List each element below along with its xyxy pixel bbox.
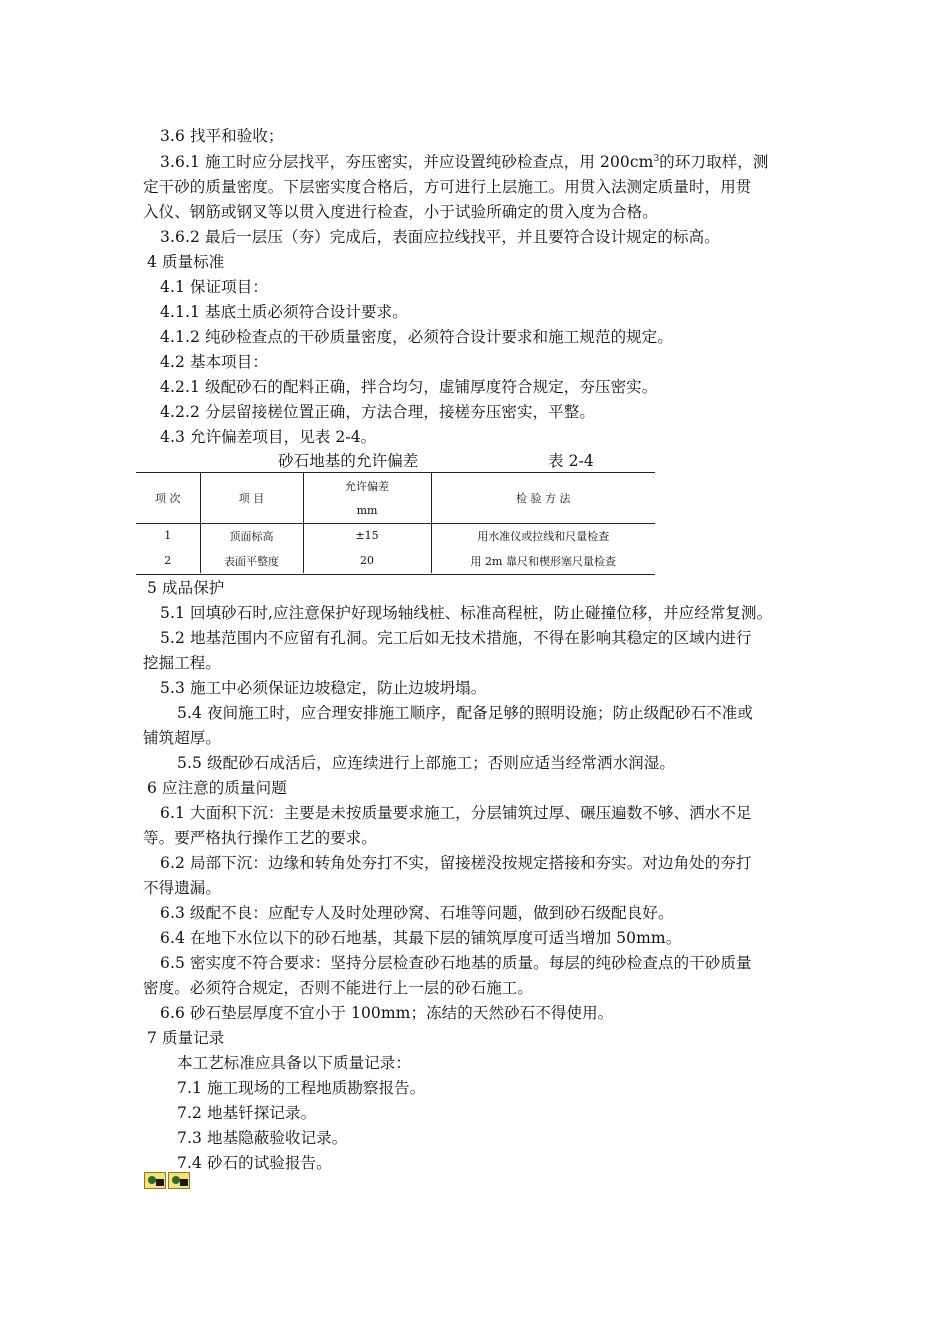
- header-item: 项 目: [200, 473, 303, 523]
- hat-icon[interactable]: [144, 1172, 166, 1189]
- table-caption: 砂石地基的允许偏差: [278, 452, 419, 470]
- paragraph-line: 等。要严格执行操作工艺的要求。: [143, 829, 378, 847]
- paragraph-line: 密度。必须符合规定，否则不能进行上一层的砂石施工。: [143, 979, 534, 997]
- paragraph-4-2-1: 4.2.1 级配砂石的配料正确，拌合均匀，虚铺厚度符合规定，夯压密实。: [160, 378, 658, 396]
- heading-4-2: 4.2 基本项目：: [160, 353, 268, 371]
- cell-index: 1: [164, 529, 172, 542]
- paragraph-5-3: 5.3 施工中必须保证边坡稳定，防止边坡坍塌。: [160, 679, 487, 697]
- paragraph-line: 不得遗漏。: [143, 879, 222, 897]
- paragraph-7-3: 7.3 地基隐蔽验收记录。: [177, 1129, 348, 1147]
- paragraph-4-1-2: 4.1.2 纯砂检查点的干砂质量密度，必须符合设计要求和施工规范的规定。: [160, 328, 673, 346]
- paragraph-4-2-2: 4.2.2 分层留接槎位置正确，方法合理，接槎夯压密实，平整。: [160, 403, 595, 421]
- table-number: 表 2-4: [548, 452, 594, 470]
- header-tolerance: 允许偏差: [303, 473, 431, 498]
- paragraph-7-2: 7.2 地基钎探记录。: [177, 1104, 317, 1122]
- paragraph-6-1: 6.1 大面积下沉：主要是未按质量要求施工，分层铺筑过厚、碾压遍数不够、洒水不足: [160, 804, 752, 822]
- hat-icon[interactable]: [168, 1172, 190, 1189]
- paragraph-4-3: 4.3 允许偏差项目，见表 2-4。: [160, 428, 377, 446]
- table-row: [136, 523, 655, 548]
- paragraph-6-5: 6.5 密实度不符合要求：坚持分层检查砂石地基的质量。每层的纯砂检查点的干砂质量: [160, 954, 752, 972]
- table-header-row: [136, 473, 655, 498]
- header-method: 检 验 方 法: [431, 473, 655, 523]
- paragraph-7-1: 7.1 施工现场的工程地质勘察报告。: [177, 1079, 426, 1097]
- paragraph-3-6-1: 3.6.1 施工时应分层找平，夯压密实，并应设置纯砂检查点，用 $200cm^3$的环刀取样，测: [160, 153, 769, 171]
- header-unit: mm: [303, 498, 431, 523]
- paragraph-7-4: 7.4 砂石的试验报告。: [177, 1154, 332, 1172]
- cell-item: 表面平整度: [200, 548, 303, 573]
- paragraph-line: 定干砂的质量密度。下层密实度合格后，方可进行上层施工。用贯入法测定质量时，用贯: [143, 178, 752, 196]
- paragraph-line: 挖掘工程。: [143, 654, 222, 672]
- paragraph-6-3: 6.3 级配不良：应配专人及时处理砂窝、石堆等问题，做到砂石级配良好。: [160, 904, 674, 922]
- paragraph-7-intro: 本工艺标准应具备以下质量记录：: [177, 1054, 412, 1072]
- cell-item: 顶面标高: [200, 523, 303, 548]
- cell-method: 用 2m 靠尺和楔形塞尺量检查: [431, 548, 655, 573]
- paragraph-line: 入仪、钢筋或钢叉等以贯入度进行检查，小于试验所确定的贯入度为合格。: [143, 203, 658, 221]
- heading-4-1: 4.1 保证项目：: [160, 278, 268, 296]
- tolerance-table: [136, 473, 655, 573]
- cell-tolerance: ±15: [303, 523, 431, 548]
- paragraph-4-1-1: 4.1.1 基底土质必须符合设计要求。: [160, 303, 408, 321]
- cell-tolerance: 20: [303, 548, 431, 573]
- paragraph-line: 铺筑超厚。: [143, 729, 222, 747]
- paragraph-6-4: 6.4 在地下水位以下的砂石地基，其最下层的铺筑厚度可适当增加 50mm。: [160, 929, 682, 947]
- paragraph-6-6: 6.6 砂石垫层厚度不宜小于 100mm；冻结的天然砂石不得使用。: [160, 1004, 614, 1022]
- section-heading-6: 6 应注意的质量问题: [147, 779, 287, 797]
- section-heading-5: 5 成品保护: [147, 579, 225, 597]
- paragraph-5-4: 5.4 夜间施工时，应合理安排施工顺序，配备足够的照明设施；防止级配砂石不准或: [177, 704, 753, 722]
- cell-method: 用水准仪或拉线和尺量检查: [431, 523, 655, 548]
- table-bottom-rule: [136, 574, 655, 575]
- paragraph-5-5: 5.5 级配砂石成活后，应连续进行上部施工；否则应适当经常洒水润湿。: [177, 754, 675, 772]
- paragraph-5-2: 5.2 地基范围内不应留有孔洞。完工后如无技术措施，不得在影响其稳定的区域内进行: [160, 629, 752, 647]
- footer-icons: [144, 1172, 190, 1189]
- section-heading-4: 4 质量标准: [147, 253, 225, 271]
- paragraph-3-6-2: 3.6.2 最后一层压（夯）完成后，表面应拉线找平，并且要符合设计规定的标高。: [160, 228, 720, 246]
- paragraph-6-2: 6.2 局部下沉：边缘和转角处夯打不实，留接槎没按规定搭接和夯实。对边角处的夯打: [160, 854, 752, 872]
- heading-3-6: 3.6 找平和验收；: [160, 127, 284, 145]
- cell-index: 2: [164, 554, 172, 567]
- table-row: [136, 548, 655, 573]
- paragraph-5-1: 5.1 回填砂石时,应注意保护好现场轴线桩、标准高程桩，防止碰撞位移，并应经常复测。: [160, 604, 773, 622]
- section-heading-7: 7 质量记录: [147, 1029, 225, 1047]
- header-index: 项 次: [155, 492, 181, 505]
